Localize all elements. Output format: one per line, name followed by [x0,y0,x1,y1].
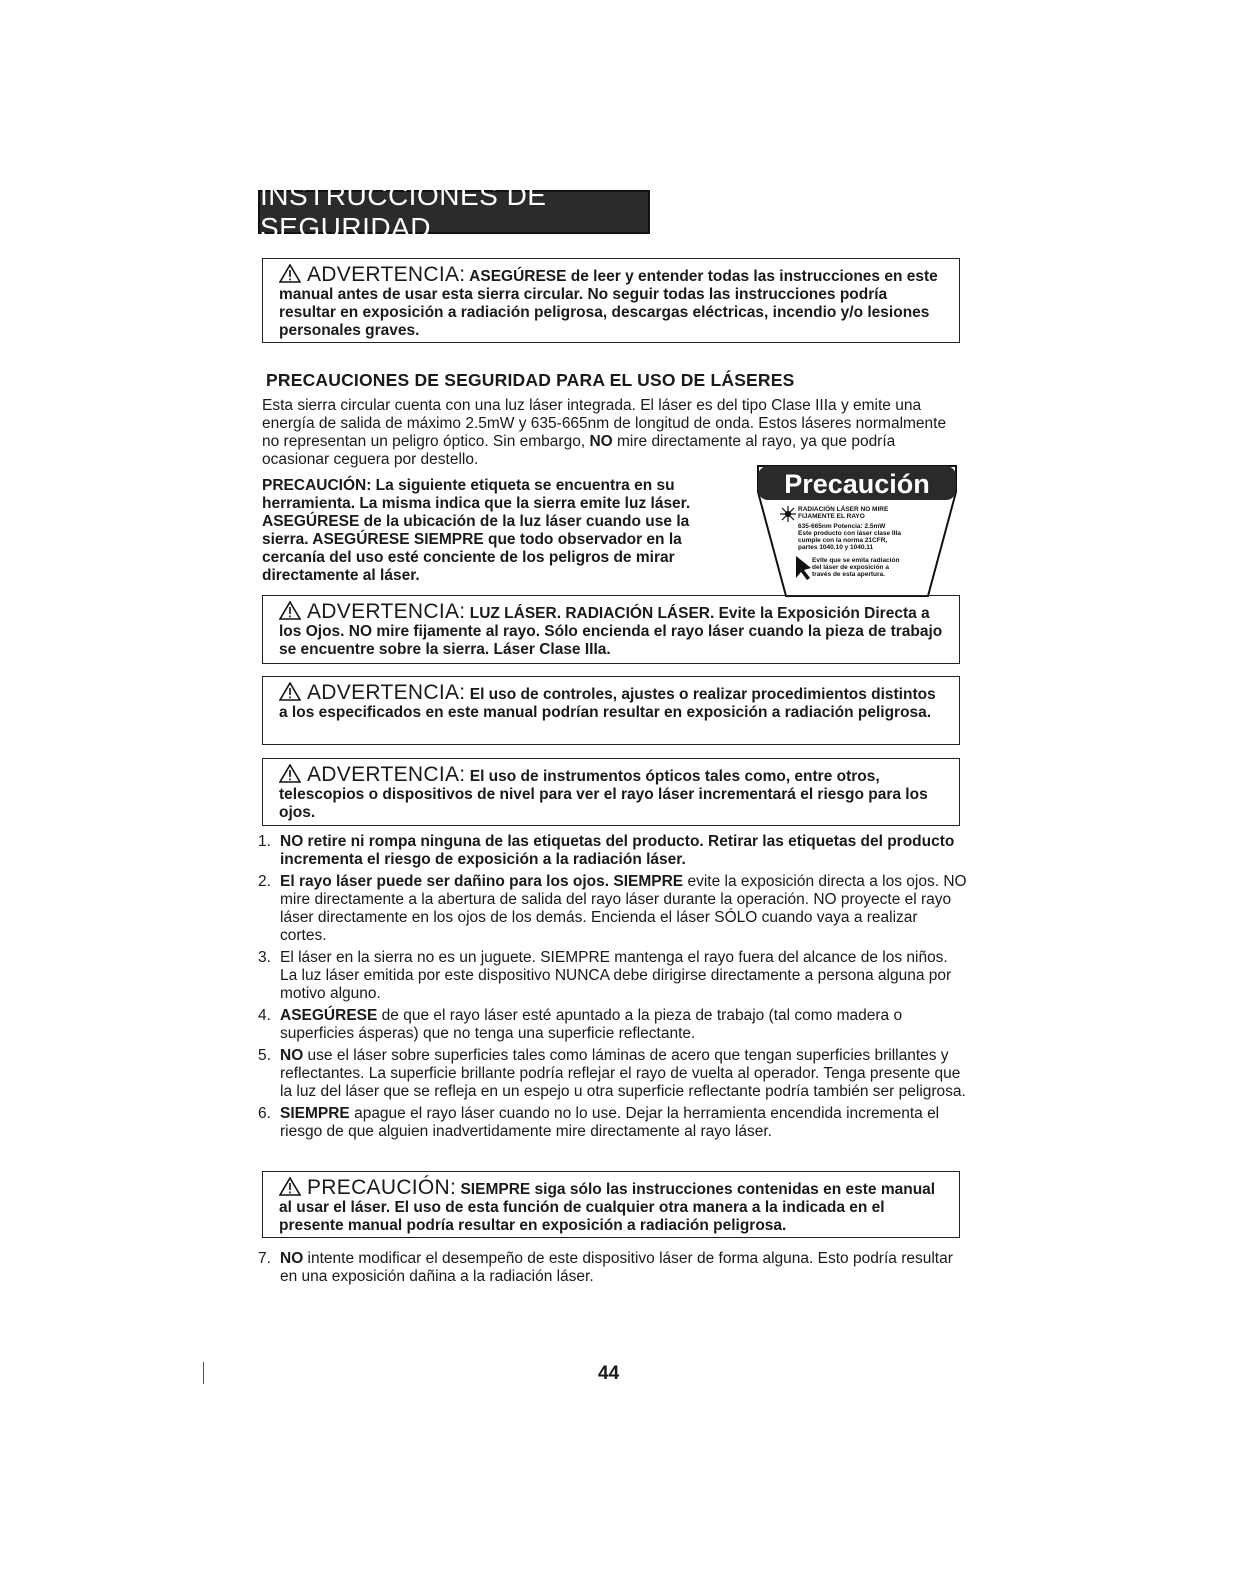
warning-label: ADVERTENCIA: [279,600,465,623]
margin-mark [203,1362,204,1384]
warning-text: El uso de controles, ajustes o realizar procedimientos distintos a los especificados en este manual podrían resultar en exposición a radiación peligrosa. [279,686,936,721]
caution-label: PRECAUCIÓN: [279,1176,456,1199]
laser-intro-paragraph: Esta sierra circular cuenta con una luz láser integrada. El láser es del tipo Clase IIIa y emite una energía de salida de máximo 2.5mW y 635-665nm de longitud de onda. Estos láseres normalmente no representan un peligro óptico. Sin embargo, NO mire directamente al rayo, ya que podría ocasionar ceguera por destello. [262,397,947,468]
warning-triangle-icon [279,764,301,783]
warning-box-general [262,258,960,343]
label-line-3: 635-665nm Potencia: 2.5mW [798,523,886,530]
label-line-5: cumple con la norma 21CFR, [798,537,888,544]
section-banner-title: INSTRUCCIONES DE SEGURIDAD [260,180,547,243]
list-item: 3. El láser en la sierra no es un juguete. SIEMPRE mantenga el rayo fuera del alcance de los niños. La luz láser emitida por este dispositivo NUNCA debe dirigirse directamente a persona alguna por motivo alguno. [258,949,952,1002]
laser-burst-icon [780,506,796,522]
caution-text: SIEMPRE siga sólo las instrucciones contenidas en este manual al usar el láser. El uso de esta función de cualquier otra manera a la indicada en el presente manual podría resultar en exposición a radiación peligrosa. [279,1181,936,1234]
warning-triangle-icon [279,682,301,701]
warning-triangle-icon [279,1177,301,1196]
label-line-7: Evite que se emita radiación [812,557,900,564]
safety-list [258,833,968,1145]
warning-box-laser-light [262,595,960,664]
label-line-6: partes 1040.10 y 1040.11 [798,544,874,551]
caution-box [262,1171,960,1238]
safety-list-continued [258,1250,968,1290]
list-item: 5. NO use el láser sobre superficies tales como láminas de acero que tengan superficies brillantes y reflectantes. La superficie brillante podría reflejar el rayo de vuelta al operador. Tenga presente que la luz del láser que se refleja en un espejo u otra superficie reflectante podría también ser peligrosa. [258,1047,966,1100]
precaution-label-paragraph: PRECAUCIÓN: La siguiente etiqueta se encuentra en su herramienta. La misma indica que la sierra emite luz láser. ASEGÚRESE de la ubicación de la luz láser cuando use la sierra. ASEGÚRESE SIEMPRE que todo observador en la cercanía del uso esté conciente de los peligros de mirar directamente al láser. [262,477,691,584]
laser-section-heading: PRECAUCIONES DE SEGURIDAD PARA EL USO DE LÁSERES [266,370,795,390]
warning-text: El uso de instrumentos ópticos tales como, entre otros, telescopios o dispositivos de nivel para ver el rayo láser incrementará el riesgo para los ojos. [279,768,928,821]
list-item: 6. SIEMPRE apague el rayo láser cuando no lo use. Dejar la herramienta encendida incrementa el riesgo de que alguien inadvertidamente mire directamente al rayo láser. [258,1105,940,1140]
warning-triangle-icon [279,264,301,283]
label-title: Precaución [784,469,930,499]
list-item: 4. ASEGÚRESE de que el rayo láser esté apuntado a la pieza de trabajo (tal como madera o superficies ásperas) que no tenga una superficie reflectante. [258,1007,903,1042]
warning-label: ADVERTENCIA: [279,763,465,786]
warning-label: ADVERTENCIA: [279,681,465,704]
warning-text: LUZ LÁSER. RADIACIÓN LÁSER. Evite la Exposición Directa a los Ojos. NO mire fijamente al rayo. Sólo encienda el rayo láser cuando la pieza de trabajo se encuentre sobre la sierra. Láser Clase IIIa. [279,605,943,658]
page-number: 44 [598,1363,620,1384]
section-banner [258,180,650,243]
label-line-9: través de esta apertura. [812,571,885,578]
warning-label: ADVERTENCIA: [279,263,465,286]
warning-text: ASEGÚRESE de leer y entender todas las instrucciones en este manual antes de usar esta sierra circular. No seguir todas las instrucciones podría resultar en exposición a radiación peligrosa, descargas eléctricas, incendio y/o lesiones personales graves. [279,268,938,339]
warning-box-controls [262,676,960,745]
label-line-4: Este producto con láser clase IIIa [798,530,901,537]
list-item: 7. NO intente modificar el desempeño de este dispositivo láser de forma alguna. Esto podría resultar en una exposición dañina a la radiación láser. [258,1250,953,1285]
laser-label-graphic [752,462,962,600]
list-item: 2. El rayo láser puede ser dañino para los ojos. SIEMPRE evite la exposición directa a los ojos. NO mire directamente a la abertura de salida del rayo láser durante la operación. NO proyecte el rayo láser directamente en los ojos de los demás. Encienda el láser SÓLO cuando vaya a realizar cortes. [258,873,967,944]
label-line-8: del láser de exposición a [812,564,889,571]
laser-warning-label-image [752,462,962,600]
warning-triangle-icon [279,601,301,620]
warning-box-optical [262,758,960,826]
label-line-1: RADIACIÓN LÁSER NO MIRE [798,506,889,513]
list-item: 1. NO retire ni rompa ninguna de las etiquetas del producto. Retirar las etiquetas del producto incrementa el riesgo de exposición a la radiación láser. [258,833,955,868]
label-line-2: FIJAMENTE EL RAYO [798,513,865,520]
